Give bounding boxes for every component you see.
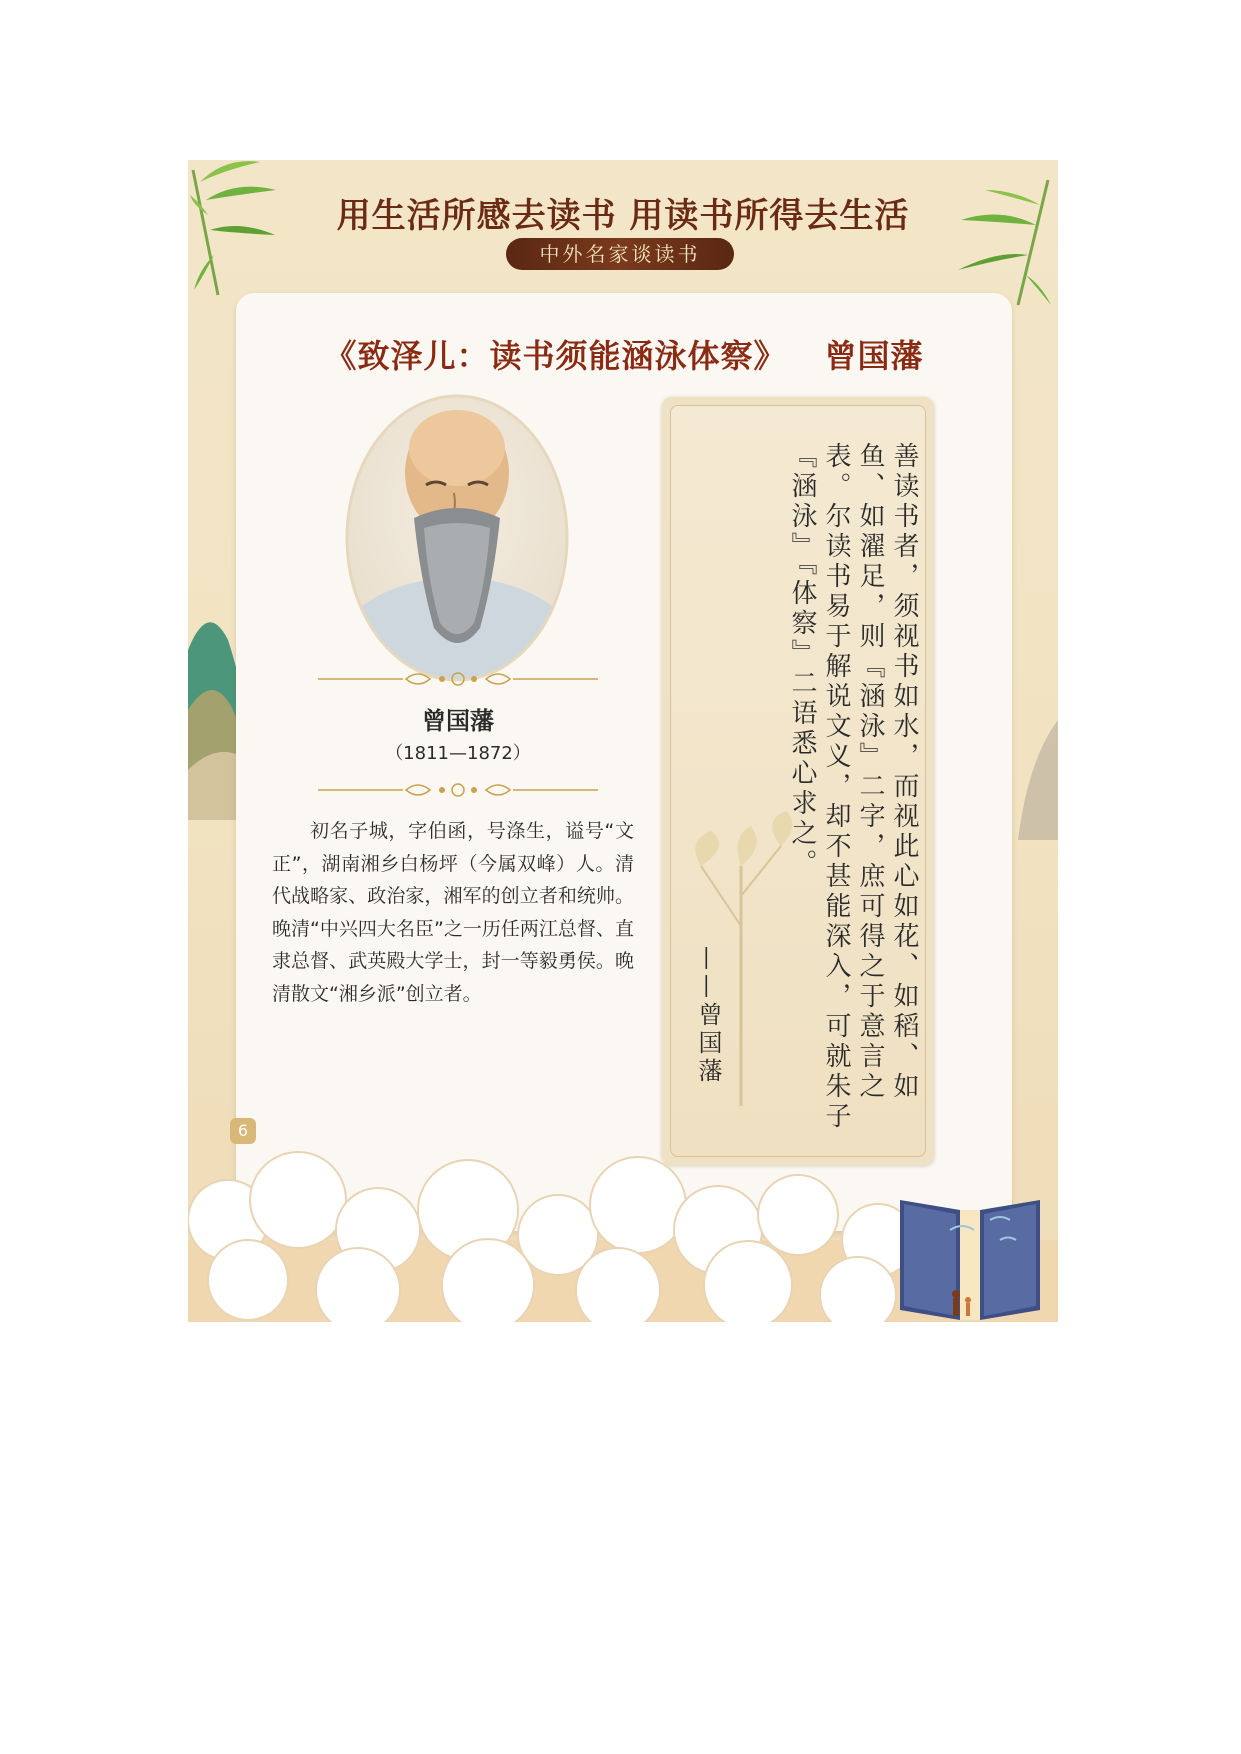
bio-name: 曾国藩 (422, 707, 494, 735)
gold-ornament-divider-icon (318, 668, 598, 690)
page-number-badge: 6 (230, 1118, 256, 1144)
article-title-text: 《致泽儿：读书须能涵泳体察》 (324, 337, 787, 375)
quote-panel (662, 397, 934, 1165)
bio-paragraph: 初名子城，字伯函，号涤生，谥号“文正”，湖南湘乡白杨坪（今属双峰）人。清代战略家、政治家，湘军的创立者和统帅。晚清“中兴四大名臣”之一历任两江总督、直隶总督、武英殿大学士，封一等毅勇侯。晚清散文“湘乡派”创立者。 (272, 820, 634, 1005)
open-book-gate-icon (890, 1190, 1058, 1322)
mountain-right-icon (1018, 720, 1058, 844)
quote-signature: ——曾国藩 (694, 946, 722, 1086)
gold-ornament-divider-icon (318, 779, 598, 801)
main-title: 用生活所感去读书 用读书所得去生活 (336, 196, 910, 236)
quote-panel-inner (670, 405, 926, 1157)
subtitle-badge: 中外名家谈读书 (506, 238, 734, 270)
page (188, 160, 1058, 1322)
article-author: 曾国藩 (824, 337, 924, 375)
bio-dates: （1811—1872） (385, 743, 531, 764)
portrait-illustration-icon (344, 393, 570, 683)
article-title (236, 331, 1012, 377)
quote-vertical-text: 善读书者，须视书如水，而视此心如花、如稻、如鱼、如濯足，则『涵泳』二字，庶可得之于意言之表。尔读书易于解说文义，却不甚能深入，可就朱子『涵泳』『体察』二语悉心求之。 (787, 442, 919, 1132)
